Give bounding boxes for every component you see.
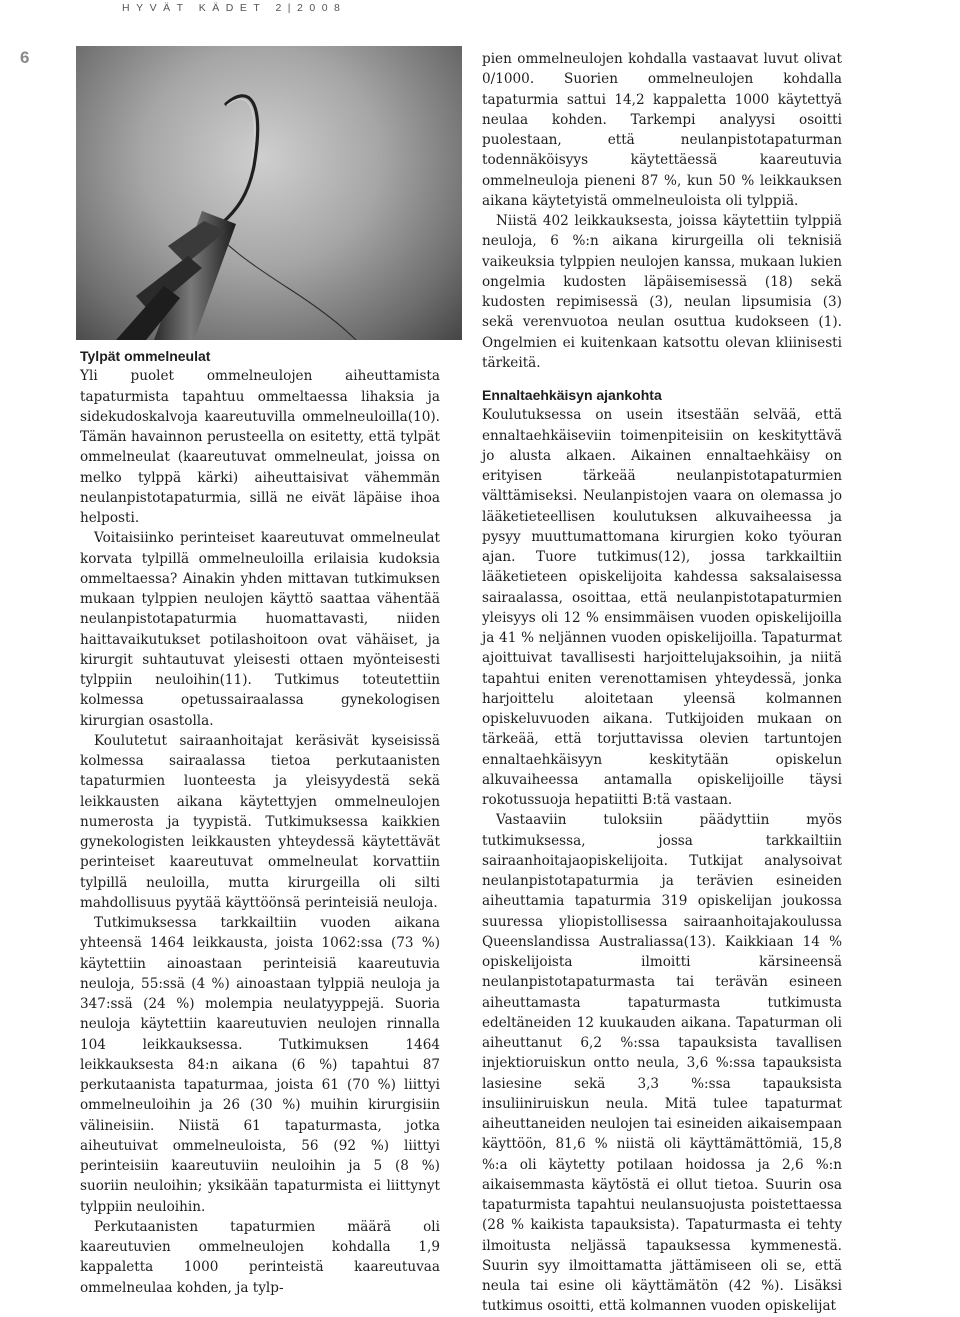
page-number: 6 xyxy=(20,48,30,67)
paragraph: Yli puolet ommelneulojen aiheuttamista tapaturmista tapahtuu ommeltaessa lihaksia ja sidekudoskalvoja kaareutuvilla ommelneuloilla(10). Tämän havainnon perusteella on esitetty, että tylpät ommelneulat (kaareutuvat ommelneulat, joissa on melko tylppä kärki) aiheuttaisivat vähemmän neulanpistotapaturmia, sillä ne eivät läpäise ihoa helposti. xyxy=(80,368,440,526)
section-title-prevention-timing: Ennaltaehkäisyn ajankohta xyxy=(482,387,662,403)
running-head: HYVÄT KÄDET 2|2008 xyxy=(122,2,347,14)
section-title-blunt-needles: Tylpät ommelneulat xyxy=(80,348,211,364)
paragraph: Voitaisiinko perinteiset kaareutuvat ommelneulat korvata tylpillä ommelneuloilla erilaisia kudoksia ommeltaessa? Ainakin yhden mittavan tutkimuksen mukaan tylppien neulojen käyttö saattaa vähentää neulanpistotapaturmia huomattavasti, niiden haittavaikutukset potilashoitoon ovat vähäiset, ja kirurgit suhtautuvat yleisesti ottaen myönteisesti tylppiin neuloihin(11). Tutkimus toteutettiin kolmessa opetussairaalassa gynekologisen kirurgian osastolla. xyxy=(80,530,440,729)
paragraph: pien ommelneulojen kohdalla vastaavat luvut olivat 0/1000. Suorien ommelneulojen kohdalla tapaturmia sattui 14,2 kappaletta 1000 käytettyä neulaa kohden. Tarkempi analyysi osoitti puolestaan, että neulanpistotapaturman todennäköisyys käytettäessä kaareutuvia ommelneuloja pieneni 87 %, kun 50 % leikkauksen aikana käytetyistä ommelneuloista oli tylppiä. xyxy=(482,51,842,209)
paragraph: Koulutetut sairaanhoitajat keräsivät kyseisissä kolmessa sairaalassa tietoa perkutaanisten tapaturmien luonteesta ja yleisyydestä sekä leikkausten aikana käytettyjen ommelneulojen numerosta ja tyypistä. Tutkimuksessa kaikkien gynekologisten leikkausten yhteydessä käytettävät perinteiset kaareutuvat ommelneulat korvattiin tylpillä neuloilla, mutta kirurgeilla oli silti mahdollisuus pyytää käyttöönsä perinteisiä neuloja. xyxy=(80,732,440,911)
paragraph: Tutkimuksessa tarkkailtiin vuoden aikana yhteensä 1464 leikkausta, joista 1062:ssa (73 %) käytettiin ainoastaan perinteisiä kaareutuvia neuloja, 55:ssä (4 %) ainoastaan tylppiä neuloja ja 347:ssä (24 %) molempia neulatyyppejä. Suoria neuloja käytettiin kaareutuvien neulojen rinnalla 104 leikkauksessa. Tutkimuksen 1464 leikkauksesta 84:n aikana (6 %) tapahtui 87 perkutaanista tapaturmaa, joista 61 (70 %) liittyi ommelneuloihin ja 26 (30 %) muihin kirurgisiin välineisiin. Niistä 61 tapaturmasta, jotka aiheutuivat ommelneuloista, 56 (92 %) liittyi perinteisiin kaareutuviin neuloihin ja 5 (8 %) suoriin neuloihin; yksikään tapaturmista ei liittynyt tylppiin neuloihin. xyxy=(80,915,440,1215)
paragraph: Niistä 402 leikkauksesta, joissa käytettiin tylppiä neuloja, 6 %:n aikana kirurgeilla oli teknisiä vaikeuksia tylppien neulojen kanssa, mukaan lukien ongelmia kudosten läpäisemisessä (18) sekä kudosten repimisessä (3), neulan lipsumisia (3) sekä verenvuotoa neulan osuttua kudokseen (1). Ongelmien ei kuitenkaan katsottu olevan kliinisesti tärkeitä. xyxy=(482,213,842,371)
left-column xyxy=(80,346,440,1298)
paragraph: Vastaaviin tuloksiin päädyttiin myös tutkimuksessa, jossa tarkkailtiin sairaanhoitajaopiskelijoita. Tutkijat analysoivat neulanpistotapaturmia ja terävien esineiden aiheuttamia tapaturmia 319 opiskelijan joukossa suuressa yliopistollisessa sairaanhoitajakoulussa Queenslandissa Australiassa(13). Kaikkiaan 14 % opiskelijoista ilmoitti kärsineensä neulanpistotapaturmasta tai terävän esineen aiheuttamasta tapaturmasta tutkimusta edeltäneiden 12 kuukauden aikana. Tapaturman oli aiheuttanut 6,2 %:ssa tapauksista tavallisen injektioruiskun ontto neula, 3,6 %:ssa tapauksista lasiesine sekä 3,3 %:ssa tapauksista insuliiniruiskun neula. Mitä tulee tapaturmat aiheuttaneiden neulojen tai esineiden aikaisempaan käyttöön, 81,6 % niistä oli käyttämättömiä, 15,8 %:a oli käytetty potilaan hoidossa ja 2,6 %:n aikaisemmasta käytöstä ei ollut tietoa. Suurin osa tapaturmista tapahtui neulansuojusta poistettaessa (28 % kaikista tapauksista). Tapaturmasta ei tehty ilmoitusta neljässä tapauksessa kymmenestä. Suurin syy ilmoittamatta jättämiseen oli se, että neula tai esine oli käyttämätön (42 %). Lisäksi tutkimus osoitti, että kolmannen vuoden opiskelijat xyxy=(482,812,842,1315)
paragraph: Perkutaanisten tapaturmien määrä oli kaareutuvien ommelneulojen kohdalla 1,9 kappaletta 1000 perinteistä kaareutuvaa ommelneulaa kohden, ja tylp- xyxy=(80,1218,440,1296)
right-column xyxy=(482,49,842,1317)
needle-holder-photo xyxy=(76,46,462,340)
paragraph: Koulutuksessa on usein itsestään selvää, että ennaltaehkäiseviin toimenpiteisiin on keskityttävä jo alusta alkaen. Aikainen ennaltaehkäisy on erityisen tärkeää neulanpistotapaturmien välttämiseksi. Neulanpistojen vaara on olemassa jo lääketieteellisen koulutuksen alkuvaiheessa ja pysyy muuttumattomana kirurgien koko työuran ajan. Tuore tutkimus(12), jossa tarkkailtiin lääketieteen opiskelijoita kahdessa saksalaisessa sairaalassa, osoittaa, että neulanpistotapaturmien yleisyys oli 12 % ensimmäisen vuoden opiskelijoilla ja 41 % neljännen vuoden opiskelijoilla. Tapaturmat ajoittuivat tavallisesti harjoittelujaksoihin, ja niitä tapahtui eniten verenottamisen yhteydessä, jonka harjoittelu aloitetaan yleensä kolmannen opiskeluvuoden aikana. Tutkijoiden mukaan on tärkeää, että torjuttavissa olevien tartuntojen ennaltaehkäisyyn keskitytään opiskelun alkuvaiheessa antamalla opiskelijoille täysi rokotussuoja hepatiitti B:tä vastaan. xyxy=(482,407,842,808)
needle-holder-icon xyxy=(76,46,462,340)
